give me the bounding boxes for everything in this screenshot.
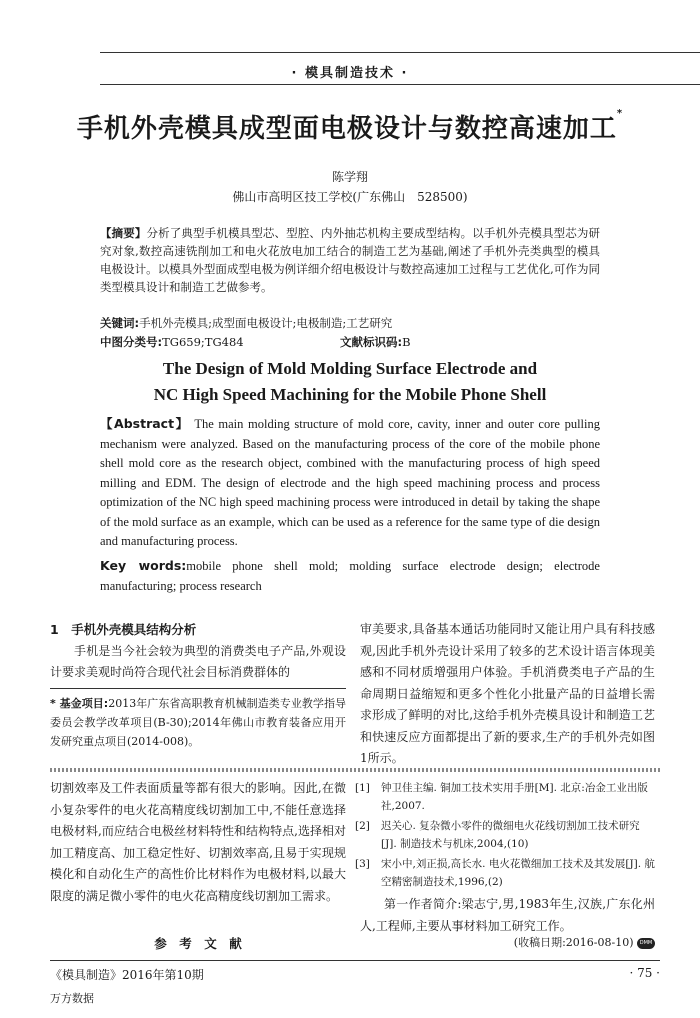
affiliation: 佛山市高明区技工学校(广东佛山 528500) xyxy=(232,190,468,204)
journal-issue: 《模具制造》2016年第10期 xyxy=(50,968,204,982)
right-column-text: 审美要求,具备基本通话功能同时又能让用户具有科技感观,因此手机外壳设计采用了较多的艺术设计语言体现美感和不同材质增强用户体验。手机消费类电子产品的生命周期日益缩短和更多个性化小批量产品的日益增长需求形成了鲜明的对比,这给手机外壳模具设计和制造工艺和快速反应方面都提出了新的要求,生产的手机外壳如图1所示。 xyxy=(360,622,655,765)
doc-code-text: B xyxy=(402,335,411,349)
prev-article-text: 切割效率及工件表面质量等都有很大的影响。因此,在微小复杂零件的电火花高精度线切割加工中,不能任意选择电极材料,而应结合电极丝材料特性和结构特点,选择相对加工精度高、加工稳定性好、切割效率高,且易于实现规模化和自动化生产的高性价比材料作为电极材料,以最大限度的满足微小零件的电火花高精度线切割加工需求。 xyxy=(50,781,346,903)
header-rule xyxy=(100,52,700,53)
keywords-en xyxy=(100,556,600,596)
dmm-logo-icon: DMM xyxy=(637,938,655,949)
reference-text: 宋小中,刘正损,高长水. 电火花微细加工技术及其发展[J]. 航空精密制造技术,1996,(2) xyxy=(381,858,655,888)
english-title-line2: NC High Speed Machining for the Mobile Phone Shell xyxy=(153,385,547,404)
en-keywords-label: Key words: xyxy=(100,558,187,573)
fund-text: 2013年广东省高职教育机械制造类专业教学指导委员会教学改革项目(B-30);2014年佛山市教育装备应用开发研究重点项目(2014-008)。 xyxy=(50,697,346,748)
keywords-label: 关键词: xyxy=(100,316,140,330)
reference-number: [2] xyxy=(355,820,370,832)
section1 xyxy=(50,619,346,684)
en-abstract-label: 【Abstract】 xyxy=(100,416,190,431)
received-date xyxy=(470,934,655,950)
reference-text: 迟关心. 复杂微小零件的微细电火花线切割加工技术研究[J]. 制造技术与机床,2004,(10) xyxy=(381,820,640,850)
author-bio: 第一作者简介:梁志宁,男,1983年生,汉族,广东化州人,工程师,主要从事材料加工研究工作。 xyxy=(360,897,655,933)
reference-item xyxy=(355,780,655,816)
abstract-en xyxy=(100,414,600,552)
watermark: 万方数据 xyxy=(50,992,94,1005)
clc-text: TG659;TG484 xyxy=(162,335,244,349)
received-text: (收稿日期:2016-08-10) xyxy=(513,936,634,949)
article-divider xyxy=(50,768,660,772)
abstract-text: 分析了典型手机模具型芯、型腔、内外抽芯机构主要成型结构。以手机外壳模具型芯为研究对象,数控高速铣削加工和电火花放电加工结合的制造工艺为基础,阐述了手机外壳类典型的模具电极设计。以模具外型面成型电极为例详细介绍电极设计与数控高速加工过程与工艺优化,可作为同类型模具设计和制造工艺做参考。 xyxy=(100,226,601,294)
fund-note xyxy=(50,694,346,751)
abstract-label: 【摘要】 xyxy=(100,226,147,240)
references-heading: 参 考 文 献 xyxy=(154,936,242,951)
title-footnote-mark: * xyxy=(616,108,624,119)
doc-code-label: 文献标识码: xyxy=(340,335,403,349)
page-title xyxy=(0,108,700,145)
en-keywords-text: mobile phone shell mold; molding surface electrode design; electrode manufacturing; process research xyxy=(100,559,600,593)
section1-text: 手机是当今社会较为典型的消费类电子产品,外观设计要求美观时尚符合现代社会目标消费群体的 xyxy=(50,643,346,679)
fund-label: * 基金项目: xyxy=(50,697,109,710)
reference-item xyxy=(355,818,655,854)
footer-rule xyxy=(50,960,660,961)
clc-label: 中图分类号: xyxy=(100,335,163,349)
english-title-line1: The Design of Mold Molding Surface Electrode and xyxy=(162,359,538,378)
reference-text: 钟卫佳主编. 铜加工技术实用手册[M]. 北京:冶金工业出版社,2007. xyxy=(381,782,648,812)
author: 陈学翔 xyxy=(331,170,368,184)
header-rule-bottom xyxy=(100,84,700,85)
section1-heading: 1 手机外壳模具结构分析 xyxy=(50,622,197,637)
section-label: · 模具制造技术 · xyxy=(291,66,409,81)
abstract-zh xyxy=(100,224,600,296)
en-abstract-text: The main molding structure of mold core, cavity, inner and outer core pulling mechanism were analyzed. Based on the manufacturing process of the core of the mobile phone shell mold core as the research object, combined with the manufacturing process of high speed milling and EDM. The design of electrode and the high speed machining process and process optimization of the NC high speed machining process were introduced in detail by taking the shape of the mold surface as an example, which can be used as a reference for the same type of die design and manufacturing process. xyxy=(100,417,601,548)
reference-number: [1] xyxy=(355,782,370,794)
classification xyxy=(100,333,600,351)
reference-item xyxy=(355,856,655,892)
doc-code xyxy=(340,333,411,351)
title-text: 手机外壳模具成型面电极设计与数控高速加工 xyxy=(76,114,617,144)
keywords-text: 手机外壳模具;成型面电极设计;电极制造;工艺研究 xyxy=(139,316,393,330)
page-number: · 75 · xyxy=(629,966,660,980)
keywords-zh xyxy=(100,314,600,332)
fund-rule xyxy=(50,688,346,689)
reference-number: [3] xyxy=(355,858,370,870)
